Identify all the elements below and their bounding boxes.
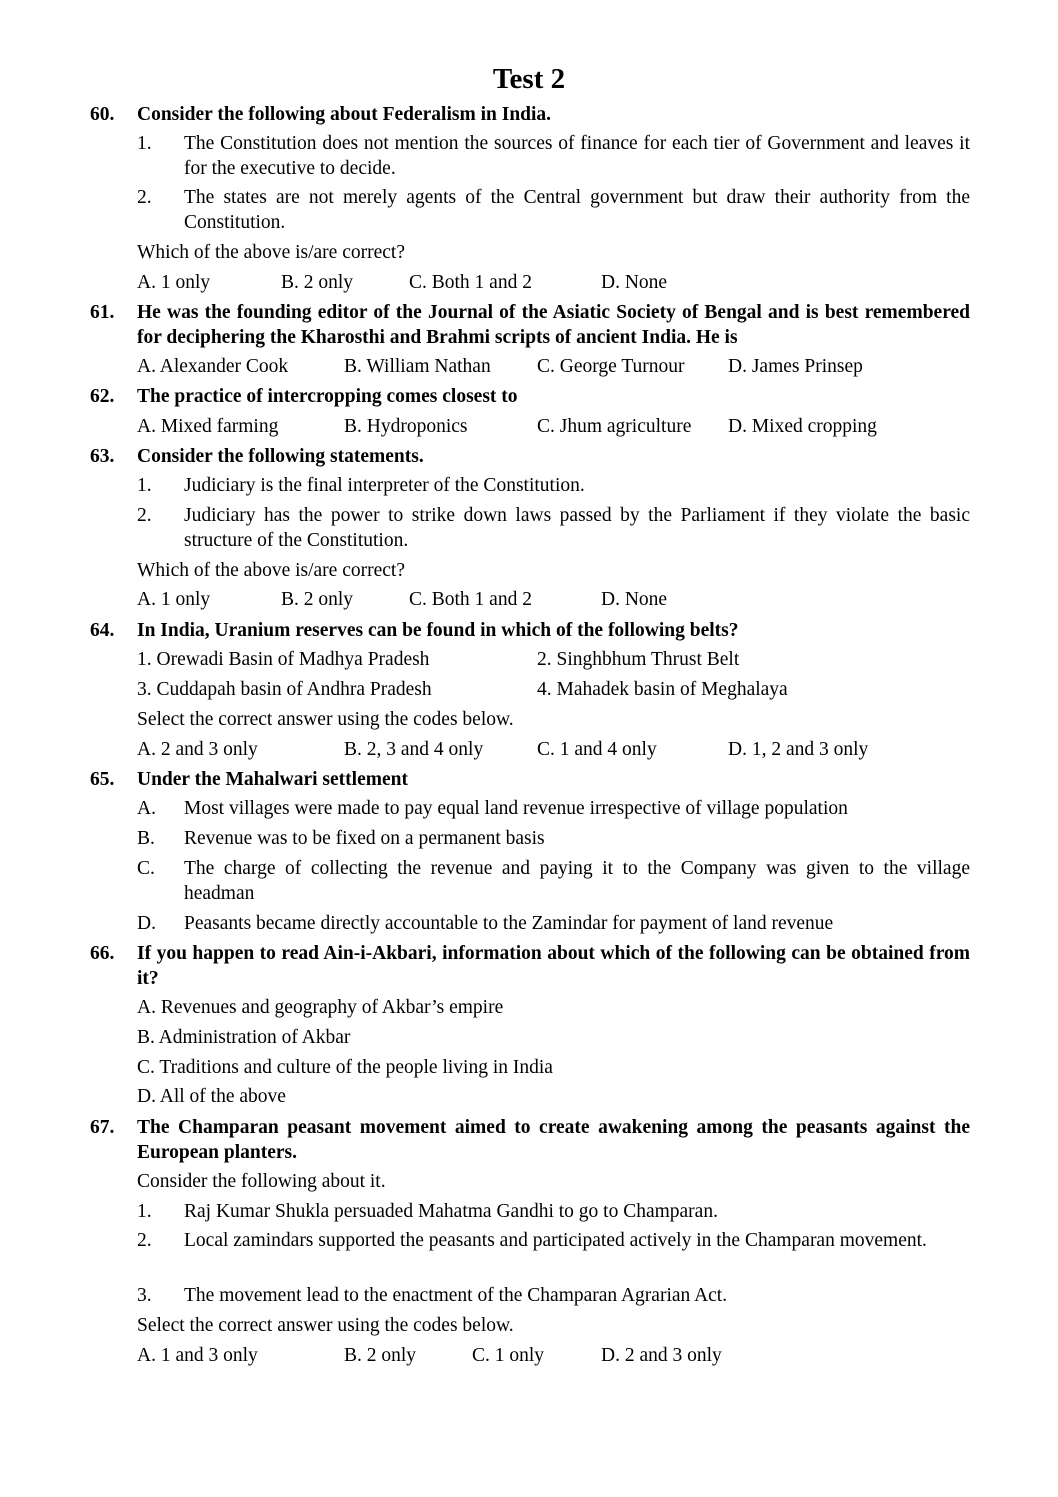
choice-text: Revenue was to be fixed on a permanent basis bbox=[184, 828, 545, 849]
choice-text: Most villages were made to pay equal land revenue irrespective of village population bbox=[184, 798, 848, 819]
statement bbox=[137, 186, 970, 235]
statement-text: The states are not merely agents of the Central government but draw their authority from the Constitution. bbox=[184, 187, 970, 233]
option-a[interactable]: A. Alexander Cook bbox=[137, 356, 289, 377]
belt-4: 4. Mahadek basin of Meghalaya bbox=[537, 679, 788, 700]
belt-1: 1. Orewadi Basin of Madhya Pradesh bbox=[137, 649, 430, 670]
option-a[interactable]: A. 1 and 3 only bbox=[137, 1345, 258, 1366]
option-d[interactable]: D. 2 and 3 only bbox=[601, 1345, 722, 1366]
option-a[interactable]: A. Mixed farming bbox=[137, 416, 279, 437]
statement-text: The Constitution does not mention the sources of finance for each tier of Government and leaves it for the executive to decide. bbox=[184, 133, 970, 179]
question-number: 64. bbox=[90, 620, 115, 641]
statement-number: 1. bbox=[137, 133, 152, 154]
choice-b[interactable] bbox=[137, 827, 970, 852]
statement-number: 2. bbox=[137, 187, 152, 208]
question-text: He was the founding editor of the Journal of the Asiatic Society of Bengal and is best remembered for deciphering the Kharosthi and Brahmi scripts of ancient India. He is bbox=[137, 302, 970, 348]
choice-letter: A. bbox=[137, 798, 156, 819]
option-d[interactable]: D. None bbox=[601, 589, 668, 610]
statement-text: The movement lead to the enactment of the Champaran Agrarian Act. bbox=[184, 1285, 728, 1306]
option-a[interactable]: A. 2 and 3 only bbox=[137, 739, 258, 760]
question-61 bbox=[90, 301, 970, 350]
statement-number: 1. bbox=[137, 475, 152, 496]
option-d[interactable]: D. 1, 2 and 3 only bbox=[728, 739, 869, 760]
statement-number: 3. bbox=[137, 1285, 152, 1306]
statement-number: 2. bbox=[137, 505, 152, 526]
question-prompt: Which of the above is/are correct? bbox=[137, 242, 405, 263]
question-67 bbox=[90, 1116, 970, 1165]
statement bbox=[137, 1200, 970, 1225]
statement bbox=[137, 132, 970, 181]
option-a[interactable]: A. Revenues and geography of Akbar’s empire bbox=[137, 997, 504, 1018]
question-number: 61. bbox=[90, 302, 115, 323]
question-60 bbox=[90, 103, 970, 128]
question-prompt: Which of the above is/are correct? bbox=[137, 560, 405, 581]
choice-a[interactable] bbox=[137, 797, 970, 822]
statement bbox=[137, 1284, 970, 1309]
option-b[interactable]: B. William Nathan bbox=[344, 356, 491, 377]
statement-text: Raj Kumar Shukla persuaded Mahatma Gandhi to go to Champaran. bbox=[184, 1201, 718, 1222]
question-text: In India, Uranium reserves can be found in which of the following belts? bbox=[137, 620, 739, 641]
statement-number: 1. bbox=[137, 1201, 152, 1222]
belt-2: 2. Singhbhum Thrust Belt bbox=[537, 649, 740, 670]
option-b[interactable]: B. 2 only bbox=[344, 1345, 417, 1366]
option-c[interactable]: C. Both 1 and 2 bbox=[409, 272, 532, 293]
question-prompt: Select the correct answer using the codes below. bbox=[137, 1315, 514, 1336]
belt-row bbox=[137, 678, 970, 703]
option-b[interactable]: B. 2, 3 and 4 only bbox=[344, 739, 484, 760]
question-65 bbox=[90, 768, 970, 793]
options-row bbox=[137, 738, 970, 763]
statement-text: Judiciary has the power to strike down laws passed by the Parliament if they violate the basic structure of the Constitution. bbox=[184, 505, 970, 551]
question-text: The practice of intercropping comes closest to bbox=[137, 386, 518, 407]
option-d[interactable]: D. James Prinsep bbox=[728, 356, 863, 377]
option-c[interactable]: C. Jhum agriculture bbox=[537, 416, 692, 437]
option-b[interactable]: B. 2 only bbox=[281, 272, 354, 293]
choice-letter: B. bbox=[137, 828, 155, 849]
choice-letter: D. bbox=[137, 913, 156, 934]
question-66 bbox=[90, 942, 970, 991]
belt-row bbox=[137, 648, 970, 673]
options-row bbox=[137, 415, 970, 440]
question-number: 66. bbox=[90, 943, 115, 964]
option-a[interactable]: A. 1 only bbox=[137, 589, 211, 610]
options-row bbox=[137, 355, 970, 380]
statement bbox=[137, 1229, 970, 1254]
question-number: 67. bbox=[90, 1117, 115, 1138]
option-d[interactable]: D. All of the above bbox=[137, 1086, 286, 1107]
question-number: 65. bbox=[90, 769, 115, 790]
choice-letter: C. bbox=[137, 858, 155, 879]
options-row bbox=[137, 1344, 970, 1369]
option-d[interactable]: D. Mixed cropping bbox=[728, 416, 877, 437]
choice-text: The charge of collecting the revenue and paying it to the Company was given to the village headman bbox=[184, 858, 970, 904]
choice-c[interactable] bbox=[137, 857, 970, 906]
statement bbox=[137, 504, 970, 553]
question-text: Consider the following statements. bbox=[137, 446, 424, 467]
statement bbox=[137, 474, 970, 499]
question-text: The Champaran peasant movement aimed to create awakening among the peasants against the European planters. bbox=[137, 1117, 970, 1163]
statement-text: Judiciary is the final interpreter of the Constitution. bbox=[184, 475, 585, 496]
statement-text: Local zamindars supported the peasants and participated actively in the Champaran movement. bbox=[184, 1230, 927, 1251]
question-text: Under the Mahalwari settlement bbox=[137, 769, 408, 790]
choice-text: Peasants became directly accountable to the Zamindar for payment of land revenue bbox=[184, 913, 834, 934]
option-c[interactable]: C. George Turnour bbox=[537, 356, 685, 377]
belt-3: 3. Cuddapah basin of Andhra Pradesh bbox=[137, 679, 432, 700]
option-c[interactable]: C. Traditions and culture of the people living in India bbox=[137, 1057, 553, 1078]
statement-number: 2. bbox=[137, 1230, 152, 1251]
question-64 bbox=[90, 619, 970, 644]
question-text: If you happen to read Ain-i-Akbari, information about which of the following can be obtained from it? bbox=[137, 943, 970, 989]
question-62 bbox=[90, 385, 970, 410]
question-63 bbox=[90, 445, 970, 470]
question-number: 63. bbox=[90, 446, 115, 467]
choice-d[interactable] bbox=[137, 912, 970, 937]
option-c[interactable]: C. Both 1 and 2 bbox=[409, 589, 532, 610]
page-title: Test 2 bbox=[492, 63, 566, 95]
option-b[interactable]: B. Administration of Akbar bbox=[137, 1027, 351, 1048]
options-row bbox=[137, 271, 970, 296]
option-c[interactable]: C. 1 and 4 only bbox=[537, 739, 657, 760]
options-row bbox=[137, 588, 970, 613]
option-a[interactable]: A. 1 only bbox=[137, 272, 211, 293]
option-b[interactable]: B. 2 only bbox=[281, 589, 354, 610]
option-c[interactable]: C. 1 only bbox=[472, 1345, 545, 1366]
option-d[interactable]: D. None bbox=[601, 272, 668, 293]
question-number: 62. bbox=[90, 386, 115, 407]
question-text: Consider the following about Federalism in India. bbox=[137, 104, 552, 125]
question-lead: Consider the following about it. bbox=[137, 1171, 386, 1192]
question-number: 60. bbox=[90, 104, 115, 125]
question-prompt: Select the correct answer using the codes below. bbox=[137, 709, 514, 730]
option-b[interactable]: B. Hydroponics bbox=[344, 416, 468, 437]
